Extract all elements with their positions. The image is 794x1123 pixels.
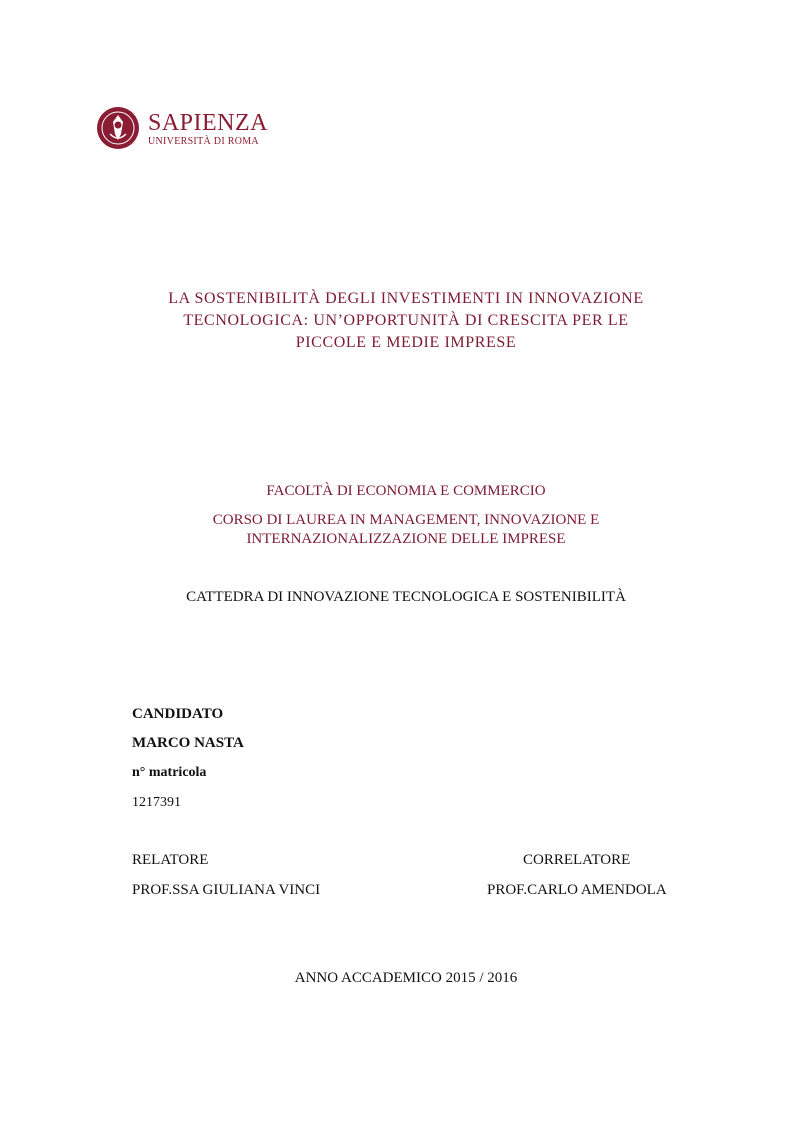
candidate-name: MARCO NASTA	[132, 735, 244, 751]
matricola-number: 1217391	[132, 795, 181, 810]
faculty-name: FACOLTÀ DI ECONOMIA E COMMERCIO	[266, 483, 546, 499]
course-name-line: CORSO DI LAUREA IN MANAGEMENT, INNOVAZIONE E	[212, 512, 600, 528]
course-name-line: INTERNAZIONALIZZAZIONE DELLE IMPRESE	[246, 531, 566, 547]
correlatore-name: PROF.CARLO AMENDOLA	[487, 882, 667, 898]
thesis-title-line: LA SOSTENIBILITÀ DEGLI INVESTIMENTI IN INNOVAZIONE	[168, 290, 644, 307]
chair-name: CATTEDRA DI INNOVAZIONE TECNOLOGICA E SOSTENIBILITÀ	[186, 589, 626, 605]
candidate-label: CANDIDATO	[132, 706, 224, 722]
relatore-name: PROF.SSA GIULIANA VINCI	[132, 882, 321, 898]
brand-text	[148, 110, 268, 148]
university-logo	[96, 104, 269, 154]
brand-subtitle: UNIVERSITÀ DI ROMA	[148, 136, 259, 147]
matricola-label: n° matricola	[132, 765, 207, 780]
thesis-title-line: TECNOLOGICA: UN’OPPORTUNITÀ DI CRESCITA PER LE	[183, 312, 629, 329]
brand-name: SAPIENZA	[148, 110, 269, 136]
thesis-title-line: PICCOLE E MEDIE IMPRESE	[295, 334, 517, 351]
relatore-label: RELATORE	[132, 852, 209, 868]
academic-year: ANNO ACCADEMICO 2015 / 2016	[294, 970, 518, 986]
sapienza-seal-icon	[96, 104, 140, 152]
correlatore-label: CORRELATORE	[523, 852, 631, 868]
course-name	[100, 511, 712, 549]
thesis-title	[100, 288, 712, 354]
